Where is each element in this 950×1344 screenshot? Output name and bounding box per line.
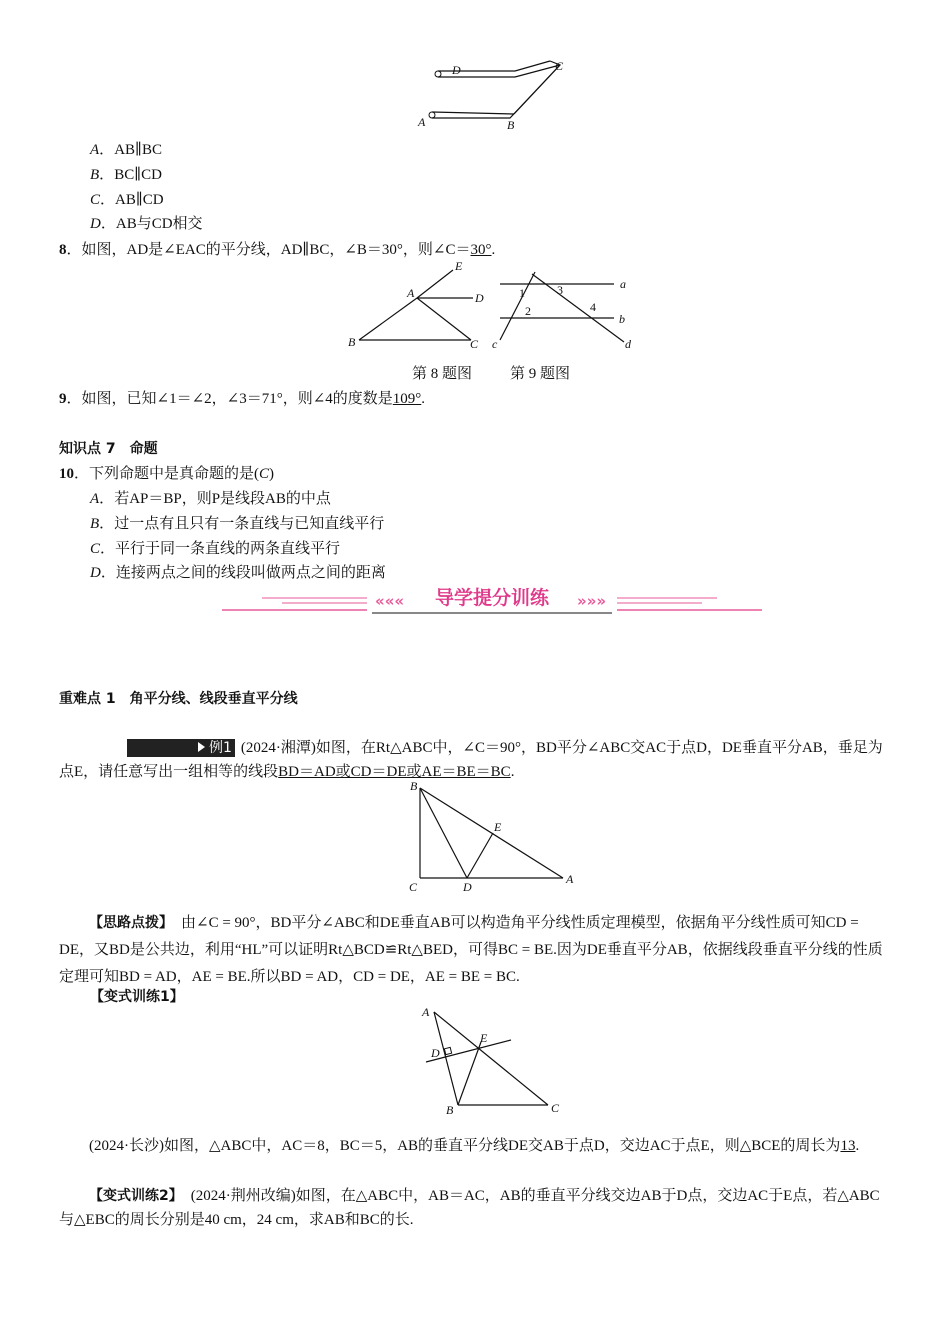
hint-paragraph: 【思路点拨】 由∠C = 90°，BD平分∠ABC和DE垂直AB可以构造角平分线性质定理模型，依据角平分线性质可知CD = DE，又BD是公共边，利用“HL”可以证明Rt△BCD≌Rt△BED，可得BC = BE.因为DE垂直平分AB，依据线段垂直平分线的性质定理可知BD = AD，AE = BE.所以BD = AD，CD = DE，AE = BE = BC. <box>59 915 883 985</box>
label-angle-2: 2 <box>525 304 531 318</box>
caption-figure-9: 第 9 题图 <box>510 366 571 382</box>
play-icon <box>198 742 205 752</box>
q7-option-d: D．AB与CD相交 <box>90 216 203 232</box>
variant-1-title: 【变式训练1】 <box>90 989 184 1005</box>
label-line-a: a <box>620 277 626 291</box>
question-10: 10．下列命题中是真命题的是(C) <box>59 466 275 482</box>
variant-1-problem: (2024·长沙)如图，△ABC中，AC＝8，BC＝5，AB的垂直平分线DE交AB于点D，交边AC于点E，则△BCE的周长为13. <box>89 1138 860 1154</box>
label-c: C <box>409 880 418 894</box>
label-line-c: c <box>492 337 498 351</box>
label-line-d: d <box>625 337 631 351</box>
label-d: D <box>463 880 472 894</box>
figure-example-1 <box>400 778 585 896</box>
q10-option-b: B．过一点有且只有一条直线与已知直线平行 <box>90 516 385 532</box>
q10-option-c: C．平行于同一条直线的两条直线平行 <box>90 541 341 557</box>
label-e: E <box>494 820 502 834</box>
svg-text:»»»: »»» <box>577 592 607 610</box>
question-9: 9．如图，已知∠1＝∠2，∠3＝71°，则∠4的度数是109°. <box>59 391 426 407</box>
svg-text:«««: ««« <box>375 592 405 610</box>
q10-option-d: D．连接两点之间的线段叫做两点之间的距离 <box>90 565 386 581</box>
label-e: E <box>480 1031 488 1045</box>
question-8: 8．如图，AD是∠EAC的平分线，AD∥BC，∠B＝30°，则∠C＝30°. <box>59 242 496 258</box>
example-1: 例1 (2024·湘潭)如图，在Rt△ABC中，∠C＝90°，BD平分∠ABC交AC于点D，DE垂直平分AB，垂足为点E，请任意写出一组相等的线段BD＝AD或CD＝DE或AE＝BE＝BC. <box>59 740 883 780</box>
label-angle-1: 1 <box>519 286 525 300</box>
label-a: A <box>407 286 415 300</box>
label-b: B <box>348 335 356 349</box>
q10-option-a: A．若AP＝BP，则P是线段AB的中点 <box>90 491 331 507</box>
figure-8 <box>345 258 485 353</box>
q7-option-c: C．AB∥CD <box>90 192 164 208</box>
variant-2-problem: 【变式训练2】 (2024·荆州改编)如图，在△ABC中，AB＝AC，AB的垂直平分线交边AB于D点，交边AC于E点，若△ABC与△EBC的周长分别是40 cm，24 cm，求AB和BC的长. <box>59 1188 880 1228</box>
figure-variant-1 <box>418 1002 568 1117</box>
label-a: A <box>418 115 426 129</box>
label-a: A <box>422 1005 430 1019</box>
example-badge: 例1 <box>127 739 235 757</box>
label-line-b: b <box>619 312 625 326</box>
q7-option-a: A．AB∥BC <box>90 142 162 158</box>
label-e: E <box>455 259 463 273</box>
section-banner <box>222 586 762 616</box>
label-c: C <box>551 1101 560 1115</box>
label-d: D <box>452 63 461 77</box>
label-b: B <box>446 1103 454 1117</box>
label-b: B <box>507 118 515 132</box>
banner-title: 导学提分训练 <box>434 587 549 609</box>
label-a: A <box>566 872 574 886</box>
label-b: B <box>410 779 418 793</box>
label-angle-3: 3 <box>557 283 563 297</box>
figure-q7 <box>410 55 580 135</box>
label-c: C <box>555 59 564 73</box>
label-angle-4: 4 <box>590 300 596 314</box>
key-point-title-1: 重难点 1 角平分线、线段垂直平分线 <box>59 691 298 707</box>
q7-option-b: B．BC∥CD <box>90 167 162 183</box>
figure-9 <box>488 268 638 356</box>
label-d: D <box>475 291 484 305</box>
section-title-7: 知识点 7 命题 <box>59 441 158 457</box>
caption-figure-8: 第 8 题图 <box>412 366 473 382</box>
label-c: C <box>470 337 479 351</box>
label-d: D <box>431 1046 440 1060</box>
